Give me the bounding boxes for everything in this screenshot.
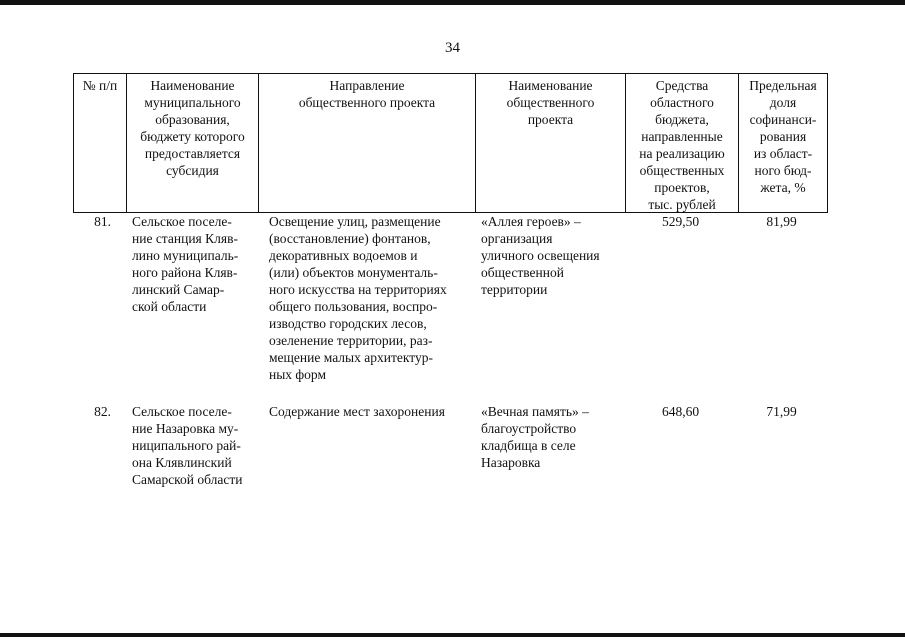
text-line: общественного	[506, 95, 595, 110]
text-line: проекта	[527, 112, 574, 127]
text-line: благоустройство	[481, 421, 577, 436]
text-line: ниципального рай-	[132, 438, 241, 453]
bottom-border-rule	[0, 633, 905, 637]
table-header	[73, 73, 828, 212]
row-direction	[269, 213, 479, 383]
text-line: предоставляется	[144, 146, 241, 161]
table-row	[73, 213, 828, 403]
text-line: декоративных водоемов и	[269, 248, 418, 263]
row-municipality	[132, 213, 260, 315]
text-line: (или) объектов монументаль-	[269, 265, 438, 280]
text-line: ного искусства на территориях	[269, 282, 447, 297]
text-line: образования,	[155, 112, 230, 127]
text-line: муниципального	[144, 95, 241, 110]
text-line: Сельское поселе-	[132, 404, 232, 419]
row-funds: 529,50	[661, 214, 700, 229]
row-number: 81.	[94, 214, 111, 229]
table-row	[73, 403, 828, 503]
row-funds: 648,60	[661, 404, 700, 419]
text-line: мещение малых архитектур-	[269, 350, 433, 365]
text-line: уличного освещения	[481, 248, 600, 263]
page-number: 34	[445, 40, 460, 56]
text-line: ных форм	[269, 367, 327, 382]
row-project-name	[481, 213, 629, 298]
text-line: «Вечная память» –	[481, 404, 589, 419]
text-line: организация	[481, 231, 553, 246]
text-line: направленные	[641, 129, 723, 144]
text-line: рования	[759, 129, 807, 144]
text-line: тыс. рублей	[648, 197, 716, 212]
text-line: из област-	[753, 146, 813, 161]
text-line: (восстановление) фонтанов,	[269, 231, 431, 246]
text-line: Самарской области	[132, 472, 243, 487]
text-line: проектов,	[654, 180, 710, 195]
text-line: лино муниципаль-	[132, 248, 239, 263]
row-share: 71,99	[766, 404, 797, 419]
text-line: на реализацию	[639, 146, 725, 161]
text-line: территории	[481, 282, 548, 297]
text-line: Направление	[329, 78, 405, 93]
text-line: Наименование	[150, 78, 235, 93]
text-line: изводство городских лесов,	[269, 316, 427, 331]
text-line: общественной	[481, 265, 564, 280]
text-line: областного	[650, 95, 714, 110]
text-line: ние Назаровка му-	[132, 421, 239, 436]
text-line: «Аллея героев» –	[481, 214, 581, 229]
row-number: 82.	[94, 404, 111, 419]
text-line: линский Самар-	[132, 282, 225, 297]
header-cell-number	[74, 74, 126, 212]
text-line: № п/п	[82, 78, 118, 93]
header-cell-municipality	[126, 74, 258, 212]
text-line: бюджету которого	[140, 129, 245, 144]
text-line: ного бюд-	[754, 163, 812, 178]
text-line: Освещение улиц, размещение	[269, 214, 441, 229]
text-line: доля	[769, 95, 797, 110]
top-border-rule	[0, 0, 905, 5]
subsidy-table	[73, 73, 828, 503]
text-line: Назаровка	[481, 455, 541, 470]
text-line: субсидия	[166, 163, 219, 178]
header-cell-direction	[258, 74, 475, 212]
row-share: 81,99	[766, 214, 797, 229]
text-line: ской области	[132, 299, 207, 314]
text-line: ние станция Кляв-	[132, 231, 238, 246]
text-line: Наименование	[508, 78, 593, 93]
text-line: общественного проекта	[298, 95, 436, 110]
text-line: она Клявлинский	[132, 455, 232, 470]
text-line: жета, %	[760, 180, 806, 195]
row-project-name	[481, 403, 629, 471]
header-cell-share	[738, 74, 827, 212]
text-line: Средства	[655, 78, 709, 93]
text-line: софинанси-	[749, 112, 817, 127]
text-line: бюджета,	[655, 112, 709, 127]
text-line: Сельское поселе-	[132, 214, 232, 229]
text-line: озеленение территории, раз-	[269, 333, 433, 348]
header-cell-project-name	[475, 74, 625, 212]
text-line: общественных	[639, 163, 725, 178]
row-municipality	[132, 403, 260, 488]
text-line: ного района Кляв-	[132, 265, 238, 280]
text-line: общего пользования, воспро-	[269, 299, 438, 314]
header-cell-funds	[625, 74, 738, 212]
text-line: Предельная	[749, 78, 817, 93]
row-direction	[269, 403, 479, 420]
text-line: Содержание мест захоронения	[269, 404, 445, 419]
text-line: кладбища в селе	[481, 438, 576, 453]
